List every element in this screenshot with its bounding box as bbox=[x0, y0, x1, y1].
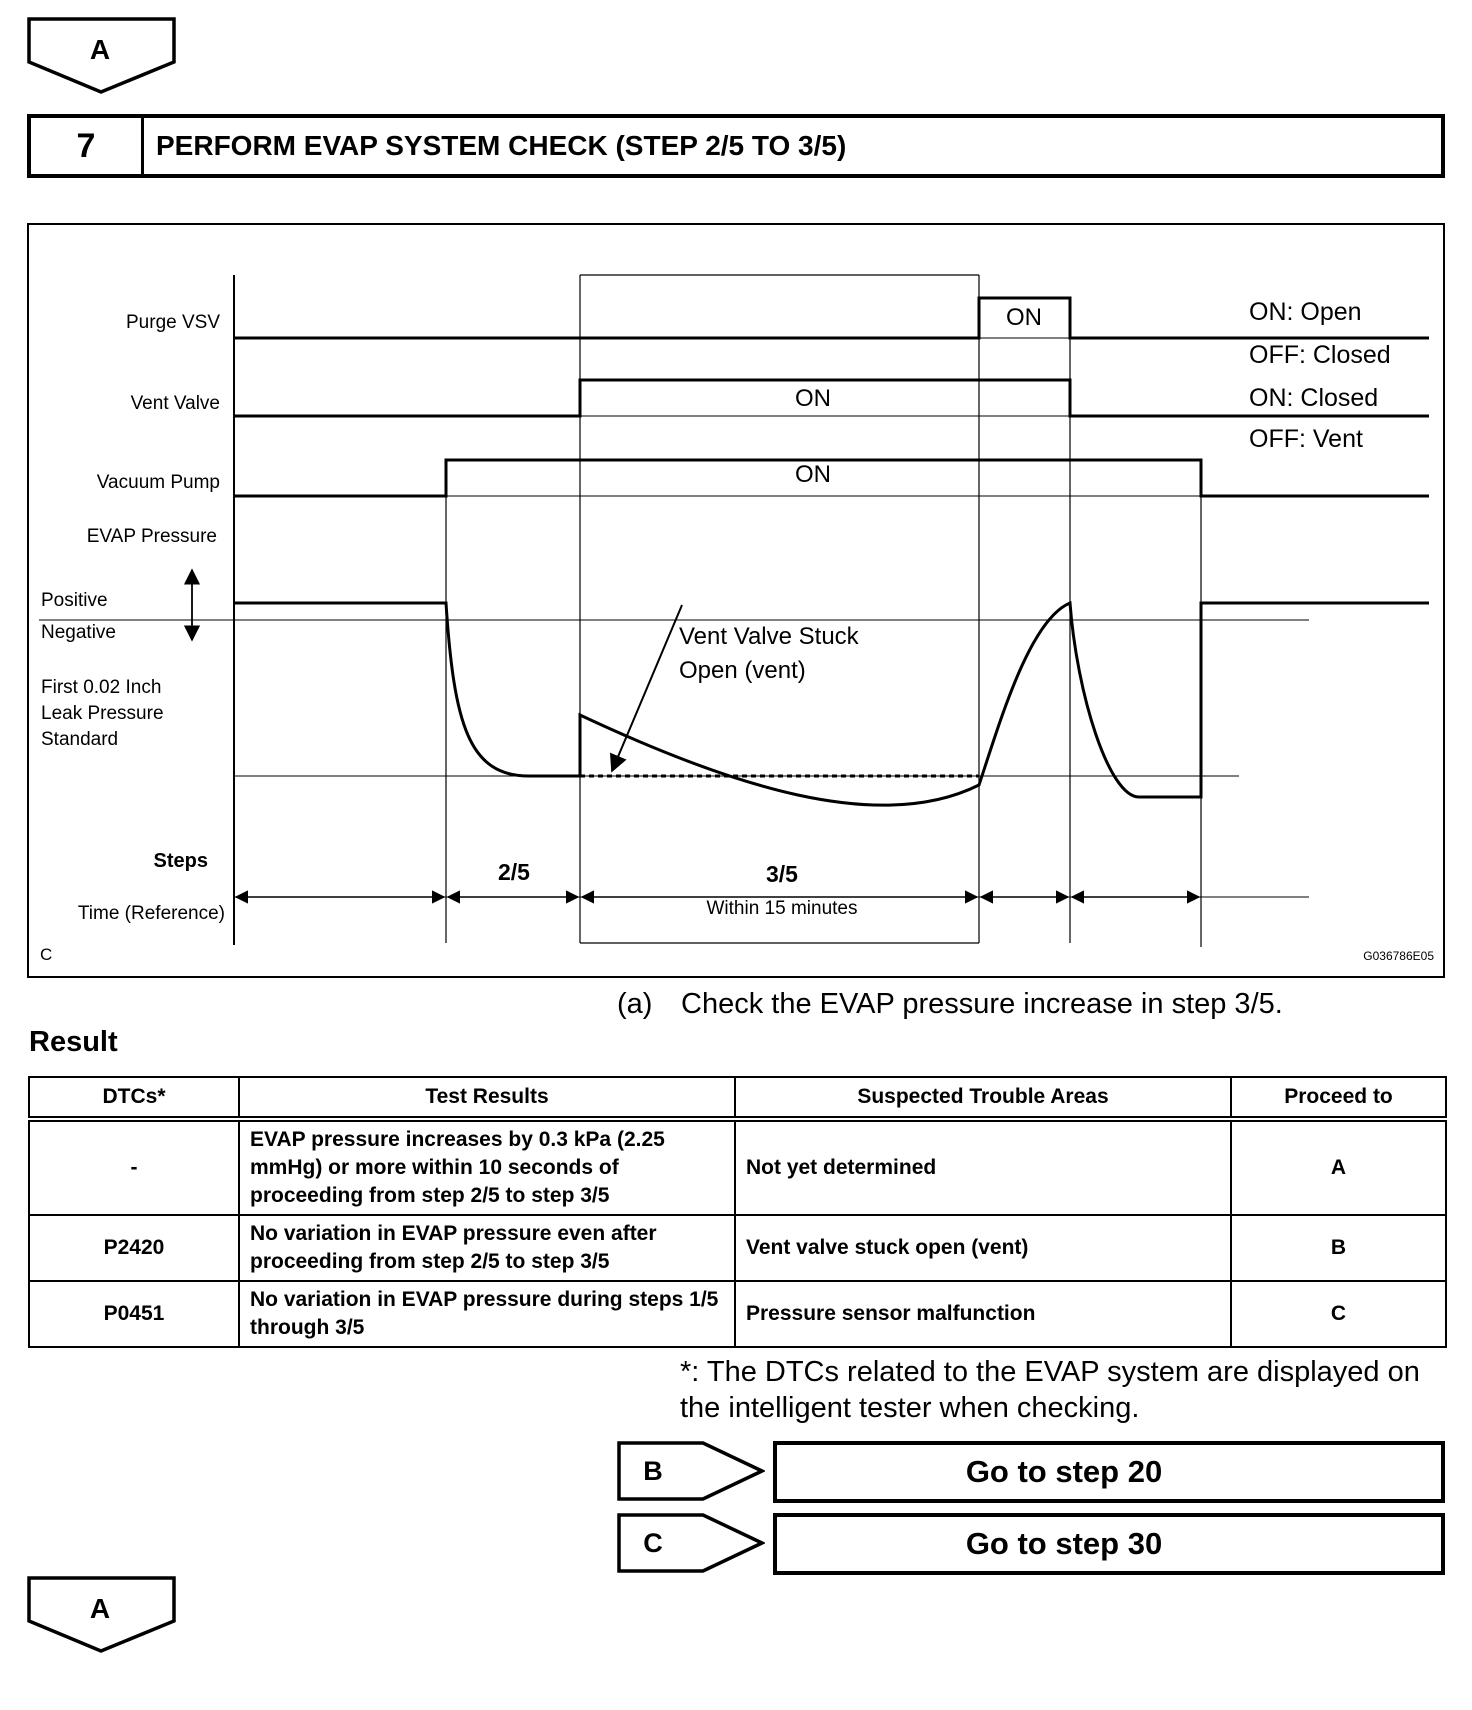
cell-proceed: C bbox=[1231, 1281, 1446, 1347]
pump-on-label: ON bbox=[795, 461, 831, 488]
timing-diagram bbox=[27, 223, 1445, 978]
vent-on-label: ON bbox=[795, 385, 831, 412]
table-row bbox=[29, 1281, 1446, 1347]
time-note: Within 15 minutes bbox=[706, 898, 858, 919]
cell-trouble-area: Not yet determined bbox=[735, 1119, 1231, 1215]
nav-tag-bottom[interactable] bbox=[27, 1576, 177, 1654]
label-evap-pressure: EVAP Pressure bbox=[86, 526, 217, 547]
cell-test-result: No variation in EVAP pressure during steps 1/5 through 3/5 bbox=[239, 1281, 735, 1347]
step-header bbox=[27, 114, 1445, 178]
cell-trouble-area: Vent valve stuck open (vent) bbox=[735, 1215, 1231, 1281]
goto-tag-b bbox=[617, 1441, 765, 1501]
goto-step-20-button[interactable]: Go to step 20 bbox=[773, 1441, 1445, 1503]
label-negative: Negative bbox=[41, 622, 116, 643]
table-row bbox=[29, 1119, 1446, 1215]
cell-trouble-area: Pressure sensor malfunction bbox=[735, 1281, 1231, 1347]
step-number: 7 bbox=[31, 118, 144, 174]
step-dividers bbox=[446, 275, 1201, 947]
cell-dtc: P2420 bbox=[29, 1215, 239, 1281]
vacuum-pump-signal bbox=[234, 460, 1429, 496]
cell-test-result: EVAP pressure increases by 0.3 kPa (2.25 mmHg) or more within 10 seconds of proceeding from step 2/5 to step 3/5 bbox=[239, 1119, 735, 1215]
goto-step-30-button[interactable]: Go to step 30 bbox=[773, 1513, 1445, 1575]
header-proceed-to: Proceed to bbox=[1231, 1077, 1446, 1119]
header-dtcs: DTCs* bbox=[29, 1077, 239, 1119]
nav-tag-bottom-label: A bbox=[89, 1593, 111, 1624]
label-steps: Steps bbox=[153, 850, 208, 872]
label-vent-valve: Vent Valve bbox=[130, 393, 220, 414]
label-leak-standard-1: First 0.02 Inch bbox=[41, 677, 162, 698]
label-leak-standard-3: Standard bbox=[41, 729, 119, 750]
legend-vent-on: ON: Closed bbox=[1249, 384, 1379, 412]
legend-purge-on: ON: Open bbox=[1249, 298, 1362, 326]
nav-tag-top bbox=[27, 17, 177, 95]
annotation-line-2: Open (vent) bbox=[679, 657, 806, 684]
label-purge-vsv: Purge VSV bbox=[126, 312, 220, 333]
reference-lines bbox=[39, 338, 1309, 897]
result-header-row bbox=[29, 1077, 1446, 1119]
step-title: PERFORM EVAP SYSTEM CHECK (STEP 2/5 TO 3/5) bbox=[156, 130, 847, 161]
annotation-line-1: Vent Valve Stuck bbox=[679, 623, 859, 650]
step-label-3-5: 3/5 bbox=[766, 861, 798, 887]
label-vacuum-pump: Vacuum Pump bbox=[96, 472, 220, 493]
cell-proceed: B bbox=[1231, 1215, 1446, 1281]
result-table bbox=[28, 1076, 1447, 1348]
purge-on-label: ON bbox=[1006, 304, 1042, 331]
legend-purge-off: OFF: Closed bbox=[1249, 341, 1391, 369]
header-test-results: Test Results bbox=[239, 1077, 735, 1119]
header-suspected-areas: Suspected Trouble Areas bbox=[735, 1077, 1231, 1119]
instruction-line bbox=[617, 988, 1283, 1021]
figure-code: G036786E05 bbox=[1363, 949, 1434, 963]
result-heading: Result bbox=[29, 1026, 118, 1058]
label-positive: Positive bbox=[41, 590, 108, 611]
label-time-reference: Time (Reference) bbox=[77, 903, 225, 924]
table-row bbox=[29, 1215, 1446, 1281]
legend-vent-off: OFF: Vent bbox=[1249, 425, 1363, 453]
nav-tag-top-label: A bbox=[89, 34, 111, 65]
cell-test-result: No variation in EVAP pressure even after proceeding from step 2/5 to step 3/5 bbox=[239, 1215, 735, 1281]
step-label-2-5: 2/5 bbox=[498, 859, 530, 885]
goto-tag-c-label: C bbox=[643, 1528, 663, 1558]
footnote: *: The DTCs related to the EVAP system are displayed on the intelligent tester when checking. bbox=[680, 1356, 1420, 1424]
cell-dtc: P0451 bbox=[29, 1281, 239, 1347]
instruction-label: (a) bbox=[617, 988, 653, 1020]
cell-dtc: - bbox=[29, 1119, 239, 1215]
instruction-text: Check the EVAP pressure increase in step 3/5. bbox=[681, 988, 1283, 1020]
cell-proceed: A bbox=[1231, 1119, 1446, 1215]
corner-label: C bbox=[40, 945, 53, 964]
goto-tag-b-label: B bbox=[643, 1456, 663, 1486]
goto-tag-c bbox=[617, 1513, 765, 1573]
label-leak-standard-2: Leak Pressure bbox=[41, 703, 164, 724]
